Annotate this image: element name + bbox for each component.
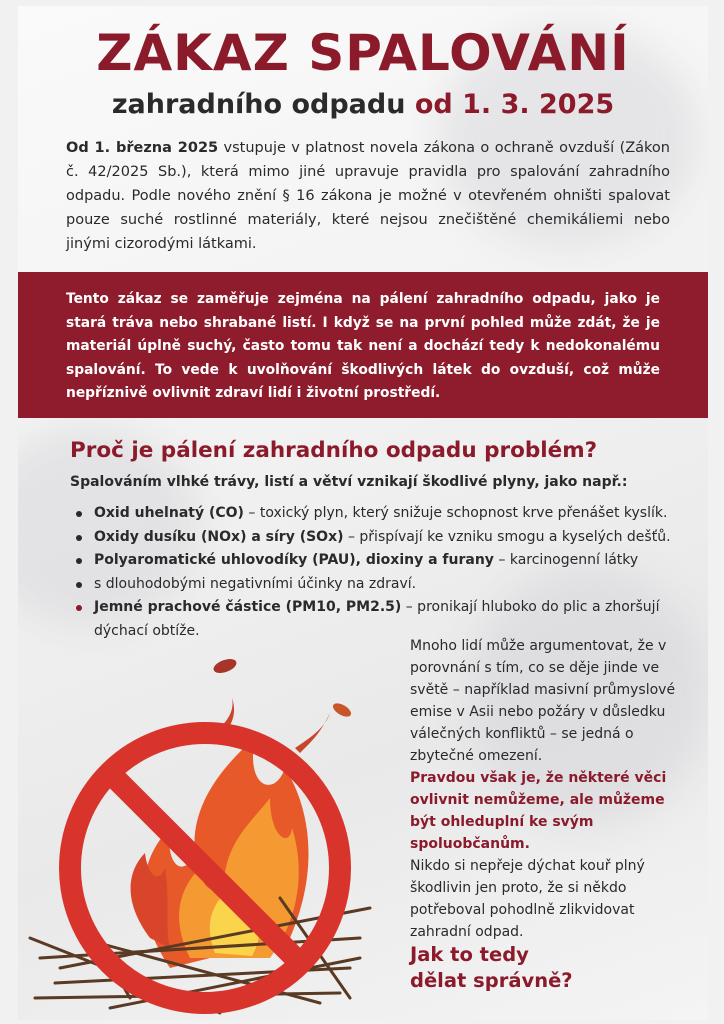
cta-line-2: dělat správně? xyxy=(410,969,573,992)
gas-list xyxy=(70,502,690,643)
gas-description: – toxický plyn, který snižuje schopnost krve přenášet kyslík. xyxy=(243,505,668,521)
argument-emphasis: Pravdou však je, že některé věci ovlivnit nemůžeme, ale můžeme být ohleduplní ke svým spoluobčanům. xyxy=(410,770,667,852)
gas-description: – přispívají ke vzniku smogu a kyselých dešťů. xyxy=(343,528,671,545)
intro-paragraph xyxy=(66,136,670,256)
poster-page xyxy=(18,6,708,1020)
gas-list-item xyxy=(70,502,690,526)
gas-list-item xyxy=(70,549,690,573)
gas-name: Jemné prachové částice (PM10, PM2.5) xyxy=(94,599,402,615)
subtitle-text: zahradního odpadu xyxy=(111,89,406,120)
gas-name: Oxidy dusíku (NOx) a síry (SOx) xyxy=(94,528,344,545)
page-subtitle xyxy=(18,90,708,120)
cta-line-1: Jak to tedy xyxy=(410,943,529,966)
gas-name: Polyaromatické uhlovodíky (PAU), dioxiny a furany xyxy=(94,552,494,568)
gas-list-item xyxy=(70,573,690,597)
section-heading: Proč je pálení zahradního odpadu problém? xyxy=(70,438,598,463)
gas-name: Oxid uhelnatý (CO) xyxy=(94,505,244,521)
argument-conclusion: Nikdo si nepřeje dýchat kouř plný škodlivin jen proto, že si někdo potřeboval pohodlně zlikvidovat zahradní odpad. xyxy=(410,858,645,940)
intro-text: vstupuje v platnost novela zákona o ochraně ovzduší (Zákon č. 42/2025 Sb.), která mimo jiné upravuje pravidla pro spalování zahradního odpadu. Podle nového znění § 16 zákona je možné v otevřeném ohništi spalovat pouze suché rostlinné materiály, které nejsou znečištěné chemikáliemi nebo jinými cizorodými látkami. xyxy=(66,140,670,252)
subtitle-date: od 1. 3. 2025 xyxy=(414,89,615,120)
gas-list-item xyxy=(70,526,690,550)
page-title: ZÁKAZ SPALOVÁNÍ xyxy=(96,24,630,82)
gas-description: – karcinogenní látky xyxy=(493,552,639,568)
gas-description: s dlouhodobými negativními účinky na zdraví. xyxy=(94,575,417,592)
section-lead: Spalováním vlhké trávy, listí a větví vznikají škodlivé plyny, jako např.: xyxy=(70,474,628,490)
gas-description: – pronikají hluboko do plic a zhoršují dýchací obtíže. xyxy=(94,599,660,639)
intro-date: Od 1. března 2025 xyxy=(66,140,219,156)
argument-column xyxy=(410,635,680,943)
highlight-band xyxy=(18,272,708,418)
band-text: Tento zákaz se zaměřuje zejména na pálení zahradního odpadu, jako je stará tráva nebo shrabané listí. I když se na první pohled může zdát, že je materiál úplně suchý, často tomu tak není a dochází tedy k nedokonalému spalování. To vede k uvolňování škodlivých látek do ovzduší, což může nepříznivě ovlivnit zdraví lidí i životní prostředí. xyxy=(66,291,660,401)
no-burning-illustration xyxy=(20,638,390,1018)
argument-text: Mnoho lidí může argumentovat, že v porovnání s tím, co se děje jinde ve světě – například masivní průmyslové emise v Asii nebo požáry v důsledku válečných konfliktů – se jedná o zbytečné omezení. xyxy=(410,638,676,764)
call-to-action xyxy=(410,942,573,994)
